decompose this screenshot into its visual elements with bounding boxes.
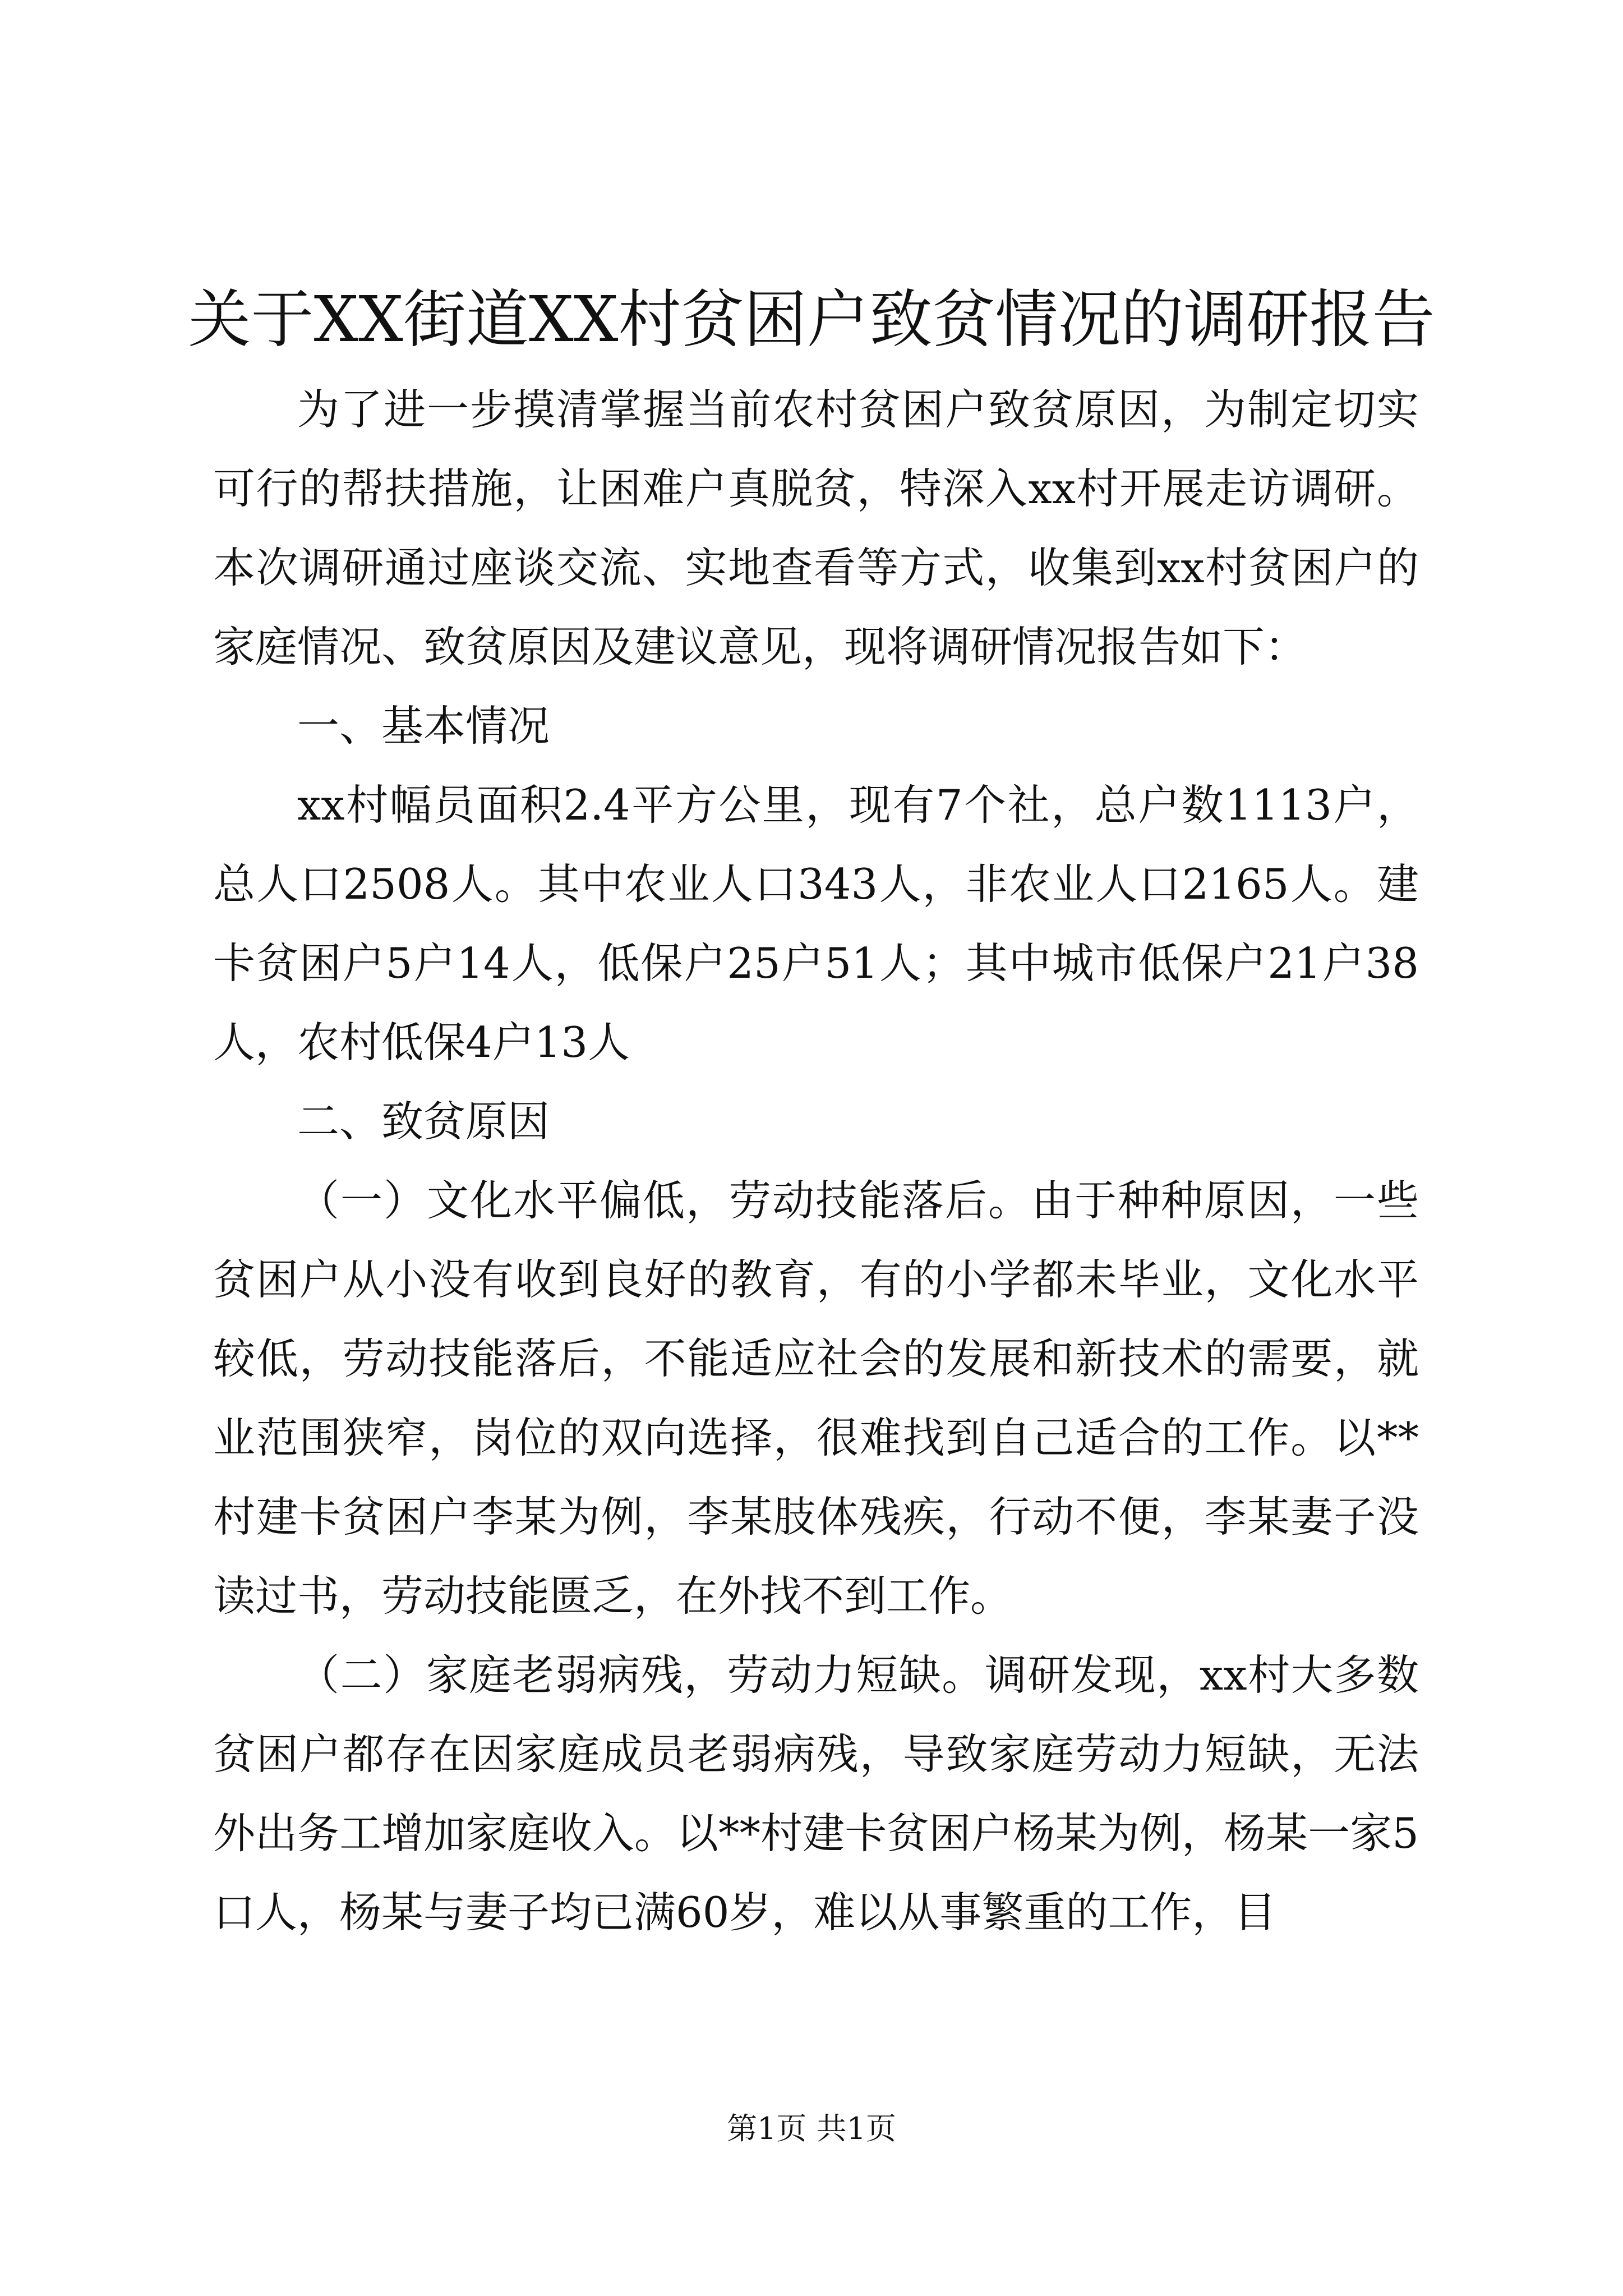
- heading-poverty-causes: 二、致贫原因: [297, 1097, 550, 1146]
- page-footer: 第1页 共1页: [727, 2111, 896, 2146]
- paragraph-basic-situation: xx村幅员面积2.4平方公里，现有7个社，总户数1113户，总人口2508人。其中农业人口343人，非农业人口2165人。建卡贫困户5户14人，低保户25户51人；其中城市低保户21户38人，农村低保4户13人: [213, 780, 1419, 1067]
- paragraph-intro: 为了进一步摸清掌握当前农村贫困户致贫原因，为制定切实可行的帮扶措施，让困难户真脱贫，特深入xx村开展走访调研。本次调研通过座谈交流、实地查看等方式，收集到xx村贫困户的家庭情况、致贫原因及建议意见，现将调研情况报告如下：: [213, 385, 1419, 671]
- paragraph-cause-one: （一）文化水平偏低，劳动技能落后。由于种种原因，一些贫困户从小没有收到良好的教育，有的小学都未毕业，文化水平较低，劳动技能落后，不能适应社会的发展和新技术的需要，就业范围狭窄，岗位的双向选择，很难找到自己适合的工作。以**村建卡贫困户李某为例，李某肢体残疾，行动不便，李某妻子没读过书，劳动技能匮乏，在外找不到工作。: [213, 1176, 1419, 1621]
- paragraph-cause-two: （二）家庭老弱病残，劳动力短缺。调研发现，xx村大多数贫困户都存在因家庭成员老弱病残，导致家庭劳动力短缺，无法外出务工增加家庭收入。以**村建卡贫困户杨某为例，杨某一家5口人，杨某与妻子均已满60岁，难以从事繁重的工作，目: [213, 1650, 1419, 1937]
- document-title: 关于XX街道XX村贫困户致贫情况的调研报告: [188, 283, 1435, 356]
- document-body: [213, 370, 1419, 1952]
- heading-basic-situation: 一、基本情况: [297, 701, 550, 751]
